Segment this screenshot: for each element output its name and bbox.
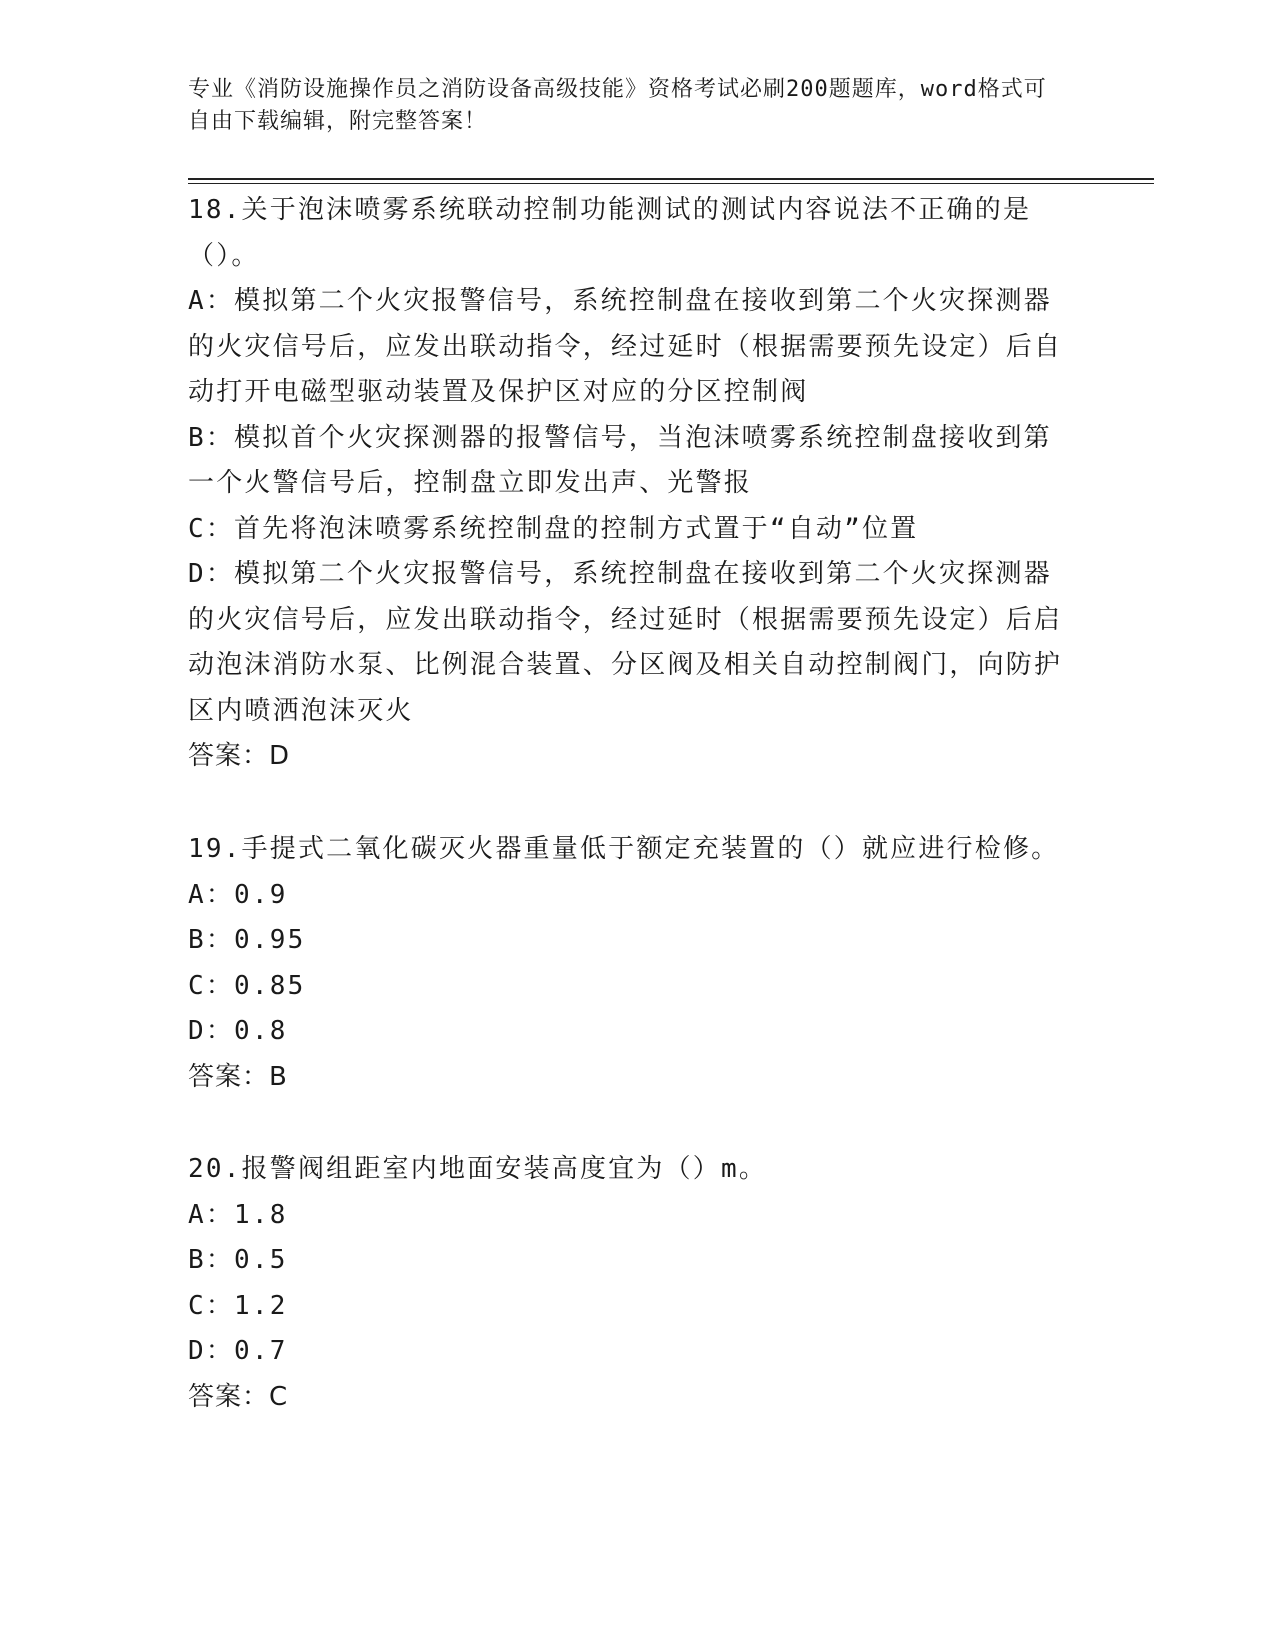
header-text: 专业《消防设施操作员之消防设备高级技能》资格考试必刷200题题库，word格式可自由下载编辑，附完整答案！ bbox=[188, 77, 1047, 134]
option-c: C：1.2 bbox=[188, 1290, 288, 1321]
question-18 bbox=[188, 188, 1068, 780]
header-divider bbox=[188, 178, 1154, 180]
question-20 bbox=[188, 1147, 1068, 1420]
option-a: A：1.8 bbox=[188, 1199, 288, 1230]
option-d: D：0.8 bbox=[188, 1016, 288, 1046]
option-b: B：0.95 bbox=[188, 925, 306, 955]
option-d: D：模拟第二个火灾报警信号，系统控制盘在接收到第二个火灾探测器的火灾信号后，应发出联动指令，经过延时（根据需要预先设定）后启动泡沫消防水泵、比例混合装置、分区阀及相关自动控制阀门，向防护区内喷洒泡沫灭火 bbox=[188, 559, 1063, 726]
option-d: D：0.7 bbox=[188, 1336, 288, 1366]
question-19 bbox=[188, 827, 1068, 1100]
document-header bbox=[188, 74, 1068, 138]
question-stem: 20.报警阀组距室内地面安装高度宜为（）m。 bbox=[188, 1154, 768, 1184]
answer: 答案：C bbox=[188, 1381, 289, 1412]
option-c: C：0.85 bbox=[188, 970, 306, 1001]
question-stem: 19.手提式二氧化碳灭火器重量低于额定充装置的（）就应进行检修。 bbox=[188, 834, 1060, 864]
answer: 答案：D bbox=[188, 741, 291, 771]
option-c: C：首先将泡沫喷雾系统控制盘的控制方式置于“自动”位置 bbox=[188, 513, 919, 544]
header-divider-thin bbox=[188, 183, 1154, 184]
option-b: B：模拟首个火灾探测器的报警信号，当泡沫喷雾系统控制盘接收到第一个火警信号后，控制盘立即发出声、光警报 bbox=[188, 422, 1052, 498]
option-a: A：0.9 bbox=[188, 879, 288, 910]
answer: 答案：B bbox=[188, 1061, 288, 1092]
question-stem: 18.关于泡沫喷雾系统联动控制功能测试的测试内容说法不正确的是（）。 bbox=[188, 195, 1032, 271]
option-b: B：0.5 bbox=[188, 1245, 288, 1275]
option-a: A：模拟第二个火灾报警信号，系统控制盘在接收到第二个火灾探测器的火灾信号后，应发出联动指令，经过延时（根据需要预先设定）后自动打开电磁型驱动装置及保护区对应的分区控制阀 bbox=[188, 286, 1063, 407]
